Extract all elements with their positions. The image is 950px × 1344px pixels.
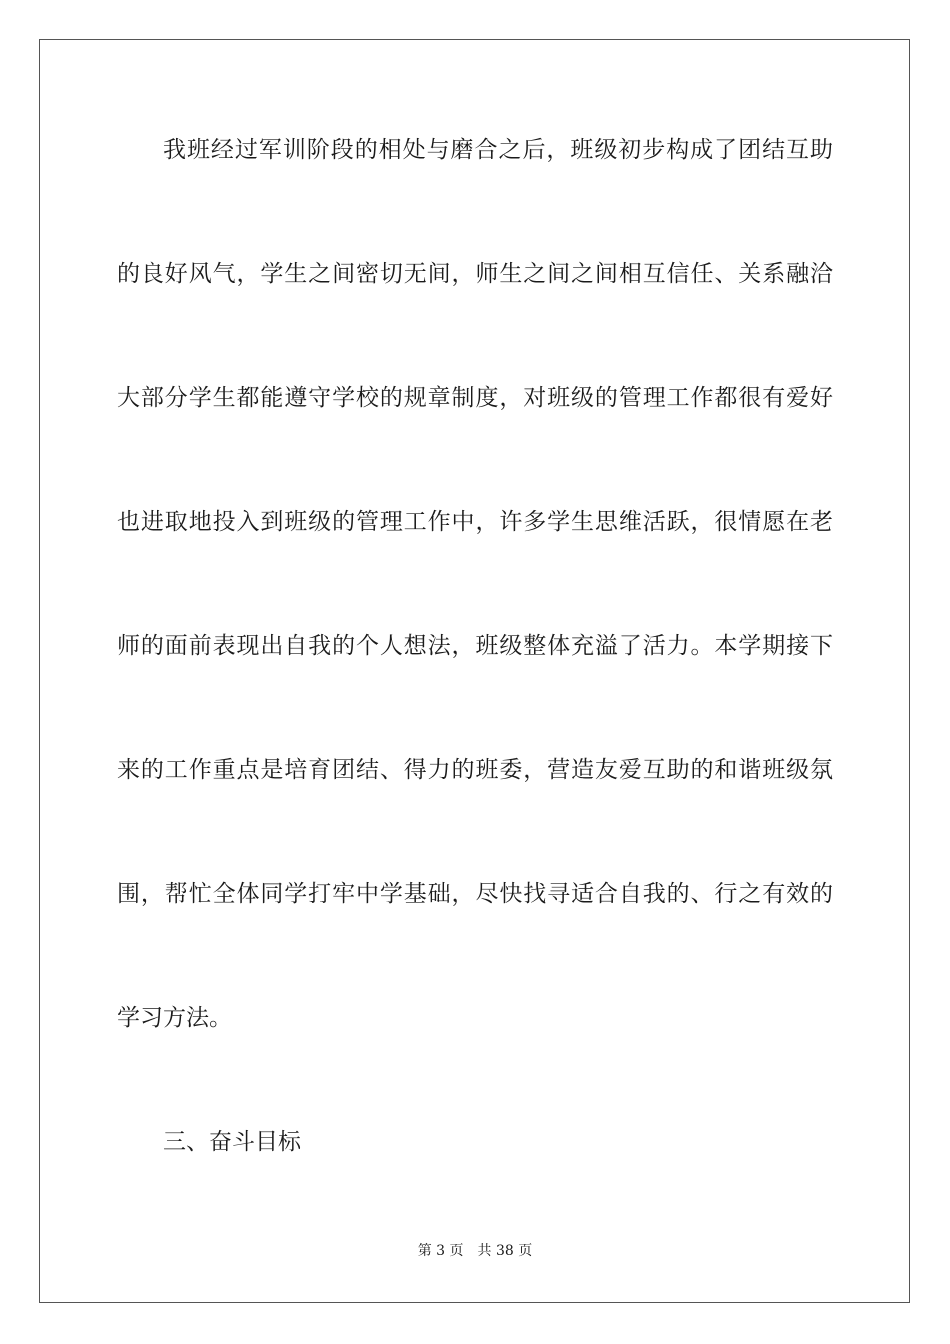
total-pages: 共 38 页 <box>477 1243 533 1259</box>
paragraph-line-1: 我班经过军训阶段的相处与磨合之后，班级初步构成了团结互助 <box>163 137 833 163</box>
paragraph-line-3: 大部分学生都能遵守学校的规章制度，对班级的管理工作都很有爱好 <box>117 385 833 411</box>
section-heading: 三、奋斗目标 <box>163 1129 301 1155</box>
paragraph-line-7: 围，帮忙全体同学打牢中学基础，尽快找寻适合自我的、行之有效的 <box>117 881 833 907</box>
page-footer <box>0 1241 950 1261</box>
page-frame <box>39 39 910 1303</box>
paragraph-line-8: 学习方法。 <box>117 1005 232 1031</box>
page-number: 第 3 页 <box>417 1243 464 1259</box>
paragraph-line-6: 来的工作重点是培育团结、得力的班委，营造友爱互助的和谐班级氛 <box>117 757 833 783</box>
paragraph-line-2: 的良好风气，学生之间密切无间，师生之间之间相互信任、关系融洽 <box>117 261 833 287</box>
paragraph-line-5: 师的面前表现出自我的个人想法，班级整体充溢了活力。本学期接下 <box>117 633 833 659</box>
paragraph-line-4: 也进取地投入到班级的管理工作中，许多学生思维活跃，很情愿在老 <box>117 509 833 535</box>
